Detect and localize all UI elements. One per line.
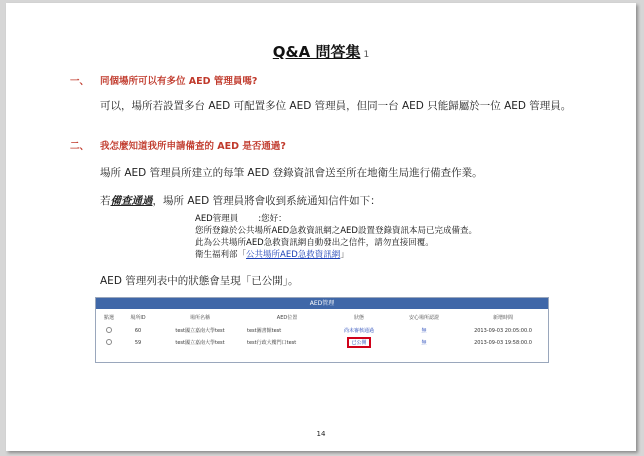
notification-email	[195, 213, 477, 261]
answer-3-prefix: 若	[100, 195, 111, 207]
col-select: 點選	[103, 314, 114, 321]
cell-status-link[interactable]: 尚未審核通過	[343, 328, 374, 334]
title-text: Q&A 問答集	[272, 43, 361, 61]
answer-2: 場所 AED 管理員所建立的每筆 AED 登錄資訊會送至所在地衛生局進行備查作業。	[100, 167, 483, 179]
title-footnote: 1	[363, 50, 370, 60]
cell-certification[interactable]: 無	[421, 328, 427, 334]
cell-aed-location: test行政大樓門口test	[247, 340, 297, 346]
row-select-radio[interactable]	[106, 327, 112, 333]
question-1-number: 一、	[70, 76, 90, 87]
question-2	[70, 138, 286, 152]
col-created-time: 新增時間	[492, 314, 513, 321]
row-select-radio[interactable]	[106, 339, 112, 345]
document-page	[6, 3, 636, 451]
col-status: 狀態	[353, 314, 364, 321]
email-line-1: 您所登錄於公共場所AED急救資訊網之AED設置登錄資訊本局已完成備查。	[195, 226, 477, 236]
email-line-2: 此為公共場所AED急救資訊網自動發出之信件，請勿直接回覆。	[195, 238, 434, 248]
cell-place-id: 60	[134, 327, 142, 334]
email-signature-prefix: 衛生福利部「	[195, 250, 247, 260]
aed-management-header: AED管理	[96, 298, 548, 309]
answer-3	[100, 193, 381, 208]
status-published-highlight[interactable]: 已公開	[347, 337, 370, 348]
aed-table	[96, 309, 548, 349]
email-site-link[interactable]: 公共場所AED急救資訊網	[246, 250, 341, 260]
aed-management-panel	[95, 297, 549, 363]
answer-1: 可以，場所若設置多台 AED 可配置多位 AED 管理員，但同一台 AED 只能歸屬於一位 AED 管理員。	[100, 100, 572, 112]
cell-created-time: 2013-09-03 20:05:00.0	[474, 327, 532, 334]
col-place-id: 場所ID	[130, 314, 146, 321]
col-place-name: 場所名稱	[189, 314, 210, 321]
answer-3-emphasis: 備查通過	[110, 195, 153, 207]
email-greeting	[195, 213, 477, 225]
question-2-text: 我怎麼知道我所申請備查的 AED 是否通過?	[100, 141, 286, 152]
email-recipient: AED管理員	[195, 214, 239, 224]
cell-created-time: 2013-09-03 19:58:00.0	[474, 339, 532, 346]
cell-aed-location: test圖書館test	[247, 328, 282, 334]
cell-place-id: 59	[134, 339, 142, 346]
answer-4: AED 管理列表中的狀態會呈現「已公開」。	[100, 275, 299, 287]
page-number: 14	[316, 430, 326, 438]
table-header-row	[96, 309, 548, 325]
table-row	[96, 336, 548, 349]
question-2-number: 二、	[70, 141, 90, 152]
cell-place-name: test國立嘉南大學test	[175, 328, 225, 334]
page-title	[6, 41, 636, 62]
email-signature	[195, 249, 477, 261]
col-aed-location: AED位置	[276, 314, 298, 321]
email-hello: :您好：	[258, 214, 287, 224]
question-1	[70, 73, 257, 87]
table-row	[96, 325, 548, 336]
answer-3-rest: ，場所 AED 管理員將會收到系統通知信件如下：	[152, 195, 381, 207]
col-certification: 安心場所認證	[408, 314, 439, 321]
question-1-text: 同個場所可以有多位 AED 管理員嗎?	[100, 76, 258, 87]
cell-certification[interactable]: 無	[421, 340, 427, 346]
cell-place-name: test國立嘉南大學test	[175, 340, 225, 346]
email-signature-suffix: 」	[340, 250, 349, 260]
